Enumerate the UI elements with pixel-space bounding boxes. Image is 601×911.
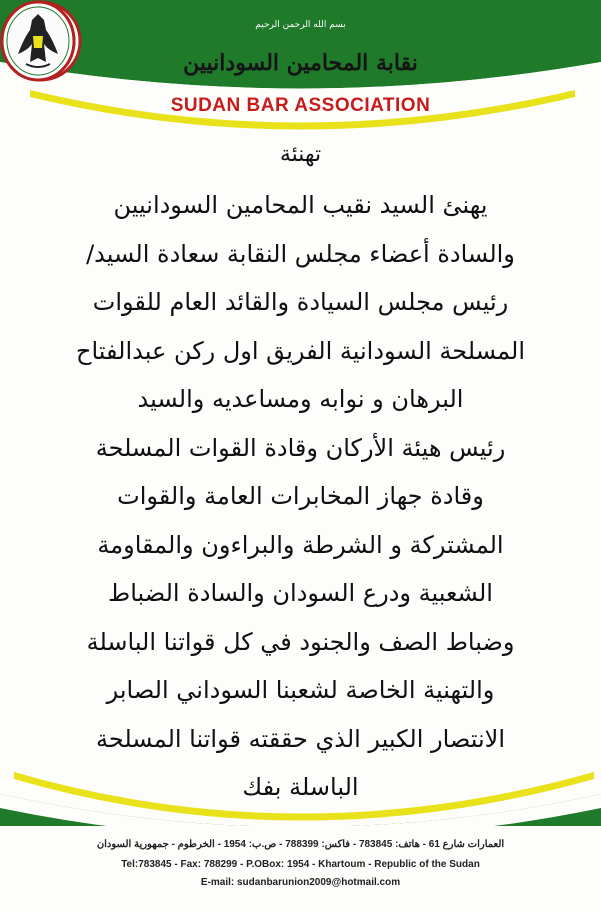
letter-line: الباسلة بفك [242,773,359,801]
letter-line: الشعبية ودرع السودان والسادة الضباط [108,579,493,607]
union-name-arabic: نقابة المحامين السودانيين [183,50,418,76]
letter-line: الانتصار الكبير الذي حققته قواتنا المسلحة [95,724,506,753]
footer-address-english: Tel:783845 - Fax: 788299 - P.OBox: 1954 - Khartoum - Republic of the Sudan [121,859,480,870]
footer-email[interactable]: E-mail: sudanbarunion2009@hotmail.com [200,877,401,888]
letter-line: المسلحة السودانية الفريق اول ركن عبدالفتاح [75,336,525,365]
letter-line: البرهان و نوابه ومساعديه والسيد [137,385,464,413]
footer-address-arabic: العمارات شارع 61 - هاتف: 783845 - فاكس: 788399 - ص.ب: 1954 - الخرطوم - جمهورية السودان [96,839,505,850]
union-name-english: SUDAN BAR ASSOCIATION [170,95,431,116]
letterhead [0,0,601,140]
letter-line: والسادة أعضاء مجلس النقابة سعادة السيد/ [86,239,515,268]
bismillah-text: بسم الله الرحمن الرحيم [255,20,346,30]
letter-line: المشتركة و الشرطة والبراءون والمقاومة [97,530,504,559]
letter-line: رئيس هيئة الأركان وقادة القوات المسلحة [95,433,506,462]
letter-body [40,181,561,812]
letter-title: تهنئة [279,142,322,167]
letter-line: وقادة جهاز المخابرات العامة والقوات [117,482,484,510]
letter-line: رئيس مجلس السيادة والقائد العام للقوات [92,288,509,316]
secretary-bird-emblem-icon [0,0,76,82]
letter-line: يهنئ السيد نقيب المحامين السودانيين [113,191,488,219]
letter-line: والتهنية الخاصة لشعبنا السوداني الصابر [106,676,495,704]
letter-line: وضباط الصف والجنود في كل قواتنا الباسلة [86,627,515,656]
